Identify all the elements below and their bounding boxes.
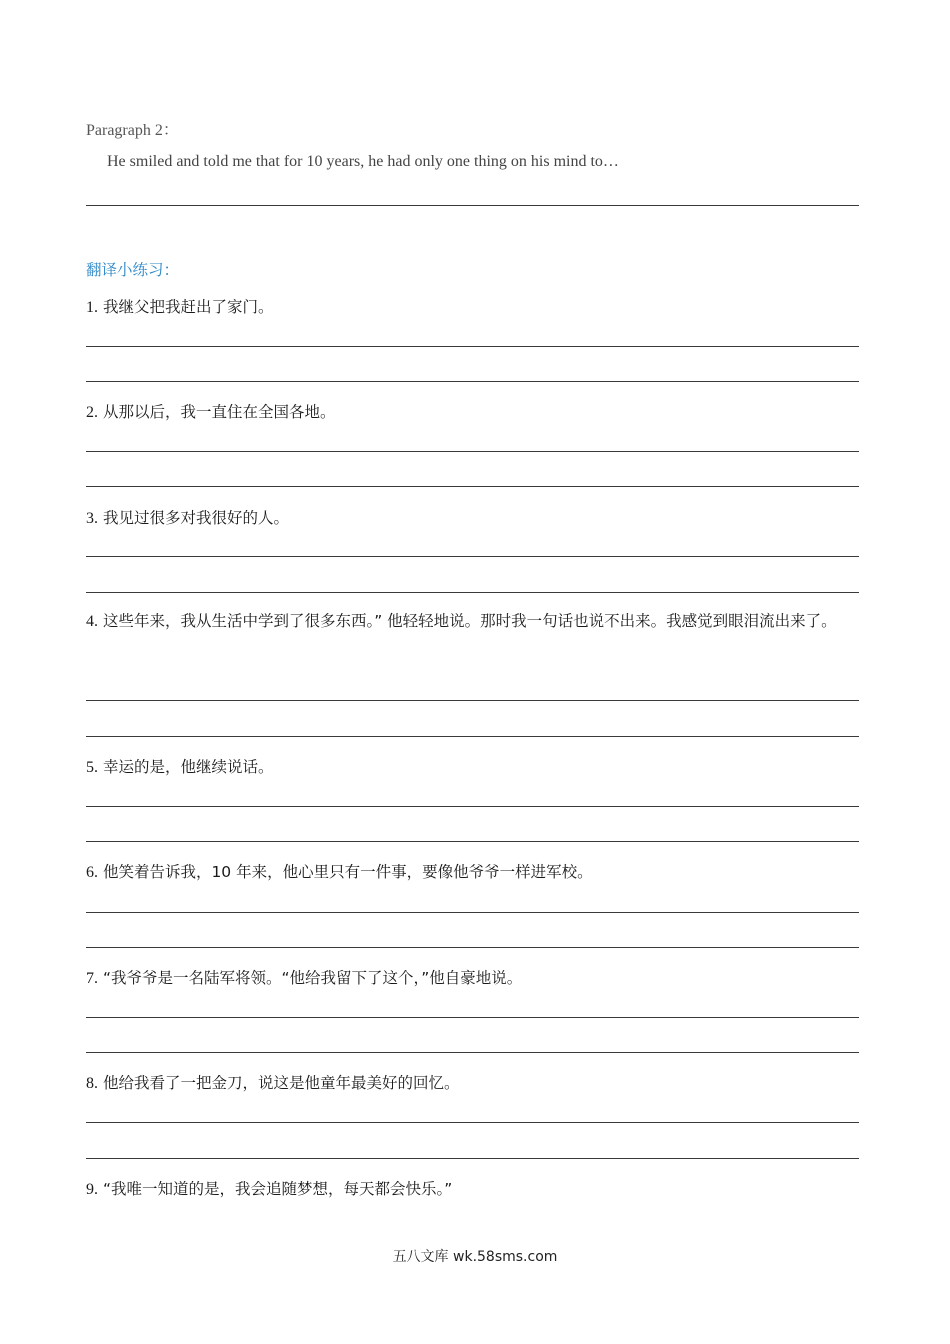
answer-line — [86, 1158, 859, 1159]
answer-line — [86, 912, 859, 913]
paragraph-opening-sentence: He smiled and told me that for 10 years, he had only one thing on his mind to… — [107, 153, 619, 170]
footer-watermark: 五八文库 wk.58sms.com — [392, 1249, 558, 1265]
answer-line — [86, 486, 859, 487]
exercise-item-5 — [86, 755, 273, 777]
item-prompt: 幸运的是，他继续说话。 — [102, 758, 274, 776]
item-prompt: 他给我看了一把金刀，说这是他童年最美好的回忆。 — [102, 1074, 460, 1092]
item-number: 3. — [86, 510, 98, 527]
answer-line — [86, 1122, 859, 1123]
answer-line — [86, 1052, 859, 1053]
answer-line — [86, 592, 859, 593]
item-prompt: 这些年来，我从生活中学到了很多东西。” 他轻轻地说。那时我一句话也说不出来。我感觉到眼泪流出来了。 — [102, 612, 837, 630]
item-prompt: 我见过很多对我很好的人。 — [102, 509, 289, 527]
item-prompt: “我爷爷是一名陆军将领。“他给我留下了这个，”他自豪地说。 — [102, 969, 523, 987]
answer-line — [86, 381, 859, 382]
item-prompt: 他笑着告诉我，10 年来，他心里只有一件事，要像他爷爷一样进军校。 — [102, 863, 593, 881]
writing-line — [86, 205, 859, 206]
exercise-item-2 — [86, 400, 335, 422]
item-number: 7. — [86, 970, 98, 987]
item-number: 8. — [86, 1075, 98, 1092]
exercise-item-3 — [86, 506, 289, 528]
answer-line — [86, 806, 859, 807]
answer-line — [86, 736, 859, 737]
section-heading: 翻译小练习： — [86, 261, 180, 279]
answer-line — [86, 841, 859, 842]
exercise-item-8 — [86, 1071, 459, 1093]
exercise-item-9 — [86, 1177, 452, 1199]
exercise-item-6 — [86, 860, 593, 882]
item-number: 5. — [86, 759, 98, 776]
answer-line — [86, 700, 859, 701]
item-number: 1. — [86, 299, 98, 316]
exercise-item-7 — [86, 966, 522, 988]
exercise-item-4 — [86, 602, 866, 641]
item-prompt: 我继父把我赶出了家门。 — [102, 298, 274, 316]
answer-line — [86, 1017, 859, 1018]
item-number: 9. — [86, 1181, 98, 1198]
item-number: 6. — [86, 864, 98, 881]
item-number: 2. — [86, 404, 98, 421]
answer-line — [86, 947, 859, 948]
item-number: 4. — [86, 613, 98, 630]
answer-line — [86, 556, 859, 557]
answer-line — [86, 346, 859, 347]
exercise-item-1 — [86, 295, 273, 317]
item-prompt: 从那以后，我一直住在全国各地。 — [102, 403, 336, 421]
paragraph-label: Paragraph 2： — [86, 122, 179, 139]
item-prompt: “我唯一知道的是，我会追随梦想，每天都会快乐。” — [102, 1180, 453, 1198]
answer-line — [86, 451, 859, 452]
